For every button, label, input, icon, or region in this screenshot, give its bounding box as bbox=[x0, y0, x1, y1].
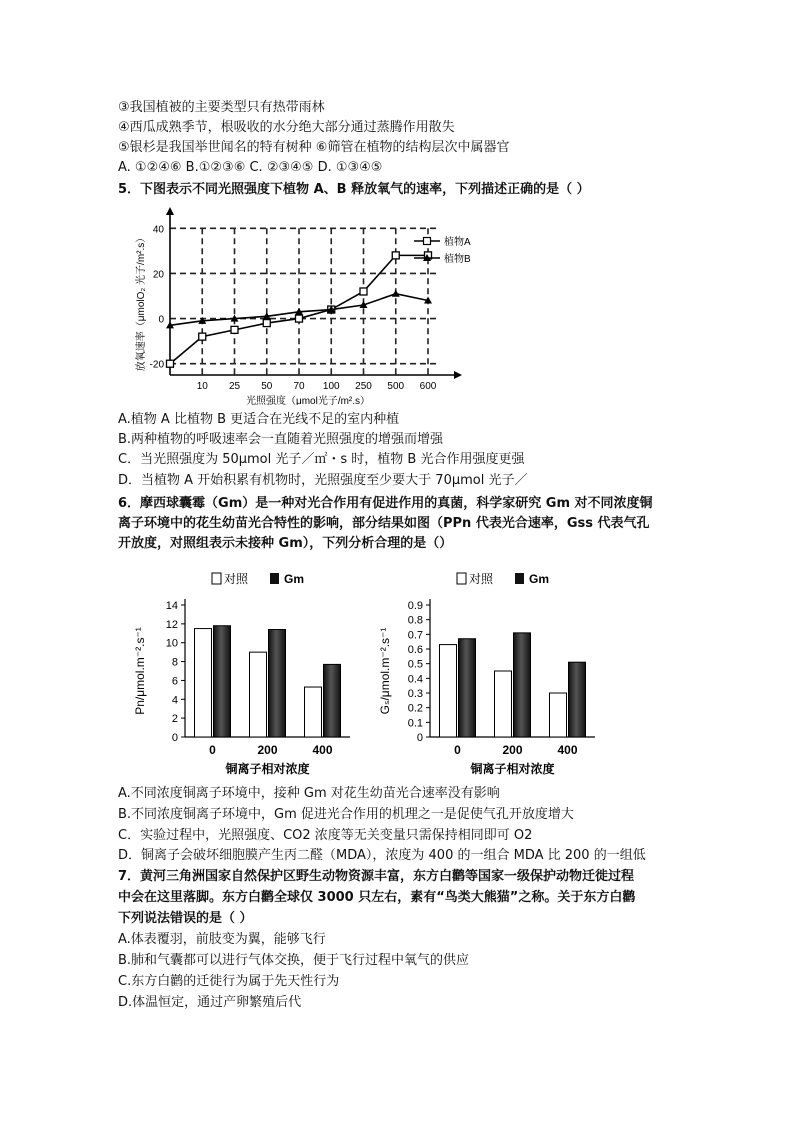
q5-option-d: D．当植物 A 开始积累有机物时，光照强度至少要大于 70μmol 光子／ bbox=[118, 473, 528, 488]
data-point-a bbox=[360, 288, 367, 295]
x-tick-label: 400 bbox=[312, 743, 333, 757]
y-axis-label: 放氧速率（μmolO₂ 光子/m².s） bbox=[136, 232, 147, 372]
bar-control bbox=[440, 645, 457, 737]
data-point-a bbox=[296, 315, 303, 322]
q7-option-b: B.肺和气囊都可以进行气体交换，便于飞行过程中氧气的供应 bbox=[118, 953, 470, 968]
legend-label: 植物B bbox=[444, 254, 471, 265]
bar-gm bbox=[214, 626, 231, 737]
q6-option-d: D．铜离子会破坏细胞膜产生丙二醛（MDA），浓度为 400 的一组合 MDA 比 200 的一组低 bbox=[118, 848, 646, 863]
x-tick-label: 70 bbox=[293, 381, 305, 392]
x-tick-label: 10 bbox=[196, 381, 208, 392]
statement-5-6: ⑤银杉是我国举世闻名的特有树种 ⑥筛管在植物的结构层次中属器官 bbox=[118, 140, 510, 155]
q7-stem-line3: 下列说法错误的是（ ） bbox=[118, 911, 253, 926]
x-tick-label: 200 bbox=[257, 743, 278, 757]
y-tick-label: 0 bbox=[171, 732, 178, 744]
bar-control bbox=[495, 671, 512, 737]
y-tick-label: 8 bbox=[171, 656, 178, 669]
oxygen-release-line-chart bbox=[118, 205, 478, 405]
statement-4: ④西瓜成熟季节，根吸收的水分绝大部分通过蒸腾作用散失 bbox=[118, 120, 455, 135]
y-tick-label: 0.5 bbox=[407, 658, 423, 671]
legend-label-control: 对照 bbox=[469, 572, 494, 586]
y-tick-label: 0.2 bbox=[407, 702, 423, 715]
x-tick-label: 0 bbox=[454, 743, 461, 757]
legend-label-gm: Gm bbox=[529, 572, 550, 586]
data-point-b bbox=[392, 290, 400, 297]
pn-bar-chart bbox=[130, 565, 360, 780]
bar-gm bbox=[459, 639, 476, 737]
q7-option-a: A.体表覆羽，前肢变为翼，能够飞行 bbox=[118, 932, 326, 947]
data-point-a bbox=[167, 360, 174, 367]
bar-gm bbox=[514, 633, 531, 737]
y-tick-label: 4 bbox=[171, 694, 178, 707]
y-tick-label: 6 bbox=[171, 675, 178, 688]
q7-option-c: C.东方白鹳的迁徙行为属于先天性行为 bbox=[118, 974, 340, 989]
legend-swatch-gm bbox=[515, 573, 524, 584]
y-tick-label: 0 bbox=[158, 314, 164, 326]
bar-control bbox=[250, 652, 267, 737]
y-tick-label: 12 bbox=[165, 618, 178, 631]
x-tick-label: 250 bbox=[355, 381, 372, 392]
q6-stem-line3: 开放度，对照组表示未接种 Gm），下列分析合理的是（） bbox=[118, 536, 453, 551]
q7-stem-line1: 7．黄河三角洲国家自然保护区野生动物资源丰富，东方白鹳等国家一级保护动物迁徙过程 bbox=[118, 869, 635, 884]
y-axis-arrow bbox=[166, 207, 174, 215]
y-tick-label: -20 bbox=[149, 359, 164, 371]
bar-gm bbox=[324, 664, 341, 737]
legend-label-control: 对照 bbox=[224, 572, 249, 586]
y-tick-label: 0.1 bbox=[407, 717, 423, 730]
y-axis-label: Pn/μmol.m⁻².s⁻¹ bbox=[133, 627, 147, 715]
y-tick-label: 0.3 bbox=[407, 688, 423, 700]
x-axis-label: 铜离子相对浓度 bbox=[470, 762, 555, 776]
x-tick-label: 0 bbox=[209, 743, 216, 757]
x-axis-arrow bbox=[454, 371, 462, 379]
q6-option-c: C．实验过程中，光照强度、CO2 浓度等无关变量只需保持相同即可 O2 bbox=[118, 828, 533, 843]
x-tick-label: 50 bbox=[261, 381, 273, 392]
y-tick-label: 2 bbox=[171, 713, 178, 726]
x-axis-label: 光照强度（μmol光子/m².s） bbox=[245, 396, 371, 405]
bar-control bbox=[305, 687, 322, 737]
y-tick-label: 40 bbox=[152, 224, 164, 236]
data-point-a bbox=[263, 320, 270, 327]
gs-bar-chart bbox=[375, 565, 615, 780]
q7-stem-line2: 中会在这里落脚。东方白鹳全球仅 3000 只左右，素有“鸟类大熊猫”之称。关于东方白鹳 bbox=[118, 890, 636, 905]
y-tick-label: 0.4 bbox=[407, 673, 423, 686]
legend-swatch-gm bbox=[270, 573, 279, 584]
legend-label-gm: Gm bbox=[284, 572, 305, 586]
q7-option-d: D.体温恒定，通过产卵繁殖后代 bbox=[118, 995, 302, 1010]
q6-option-a: A.不同浓度铜离子环境中，接种 Gm 对花生幼苗光合速率没有影响 bbox=[118, 786, 500, 801]
x-tick-label: 100 bbox=[322, 381, 340, 392]
q6-option-b: B.不同浓度铜离子环境中，Gm 促进光合作用的机理之一是促使气孔开放度增大 bbox=[118, 807, 574, 822]
x-tick-label: 600 bbox=[419, 381, 437, 392]
y-tick-label: 10 bbox=[165, 637, 178, 650]
q6-stem-line2: 离子环境中的花生幼苗光合特性的影响，部分结果如图（PPn 代表光合速率，Gss 代表气孔 bbox=[118, 516, 650, 531]
y-tick-label: 20 bbox=[152, 269, 164, 281]
legend-swatch-control bbox=[212, 573, 221, 584]
legend-marker-a bbox=[424, 238, 431, 245]
bar-gm bbox=[269, 630, 286, 737]
q4-options: A. ①②④⑥ B.①②③⑥ C. ②③④⑤ D. ①③④⑤ bbox=[118, 160, 383, 175]
q5-stem: 5．下图表示不同光照强度下植物 A、B 释放氧气的速率，下列描述正确的是（ ） bbox=[118, 182, 590, 197]
x-axis-label: 铜离子相对浓度 bbox=[225, 762, 310, 776]
legend-swatch-control bbox=[457, 573, 466, 584]
bar-control bbox=[550, 693, 567, 737]
legend-label: 植物A bbox=[444, 237, 471, 248]
bar-gm bbox=[569, 662, 586, 737]
q5-option-c: C．当光照强度为 50μmol 光子／㎡・s 时，植物 B 光合作用强度更强 bbox=[118, 452, 525, 467]
y-tick-label: 0.7 bbox=[407, 629, 423, 642]
x-tick-label: 500 bbox=[387, 381, 405, 392]
data-point-a bbox=[199, 333, 206, 340]
x-tick-label: 200 bbox=[502, 743, 523, 757]
y-tick-label: 0.6 bbox=[407, 644, 423, 656]
y-axis-label: Gₛ/μmol.m⁻².s⁻¹ bbox=[378, 627, 392, 715]
data-point-a bbox=[231, 326, 238, 333]
statement-3: ③我国植被的主要类型只有热带雨林 bbox=[118, 100, 325, 115]
y-tick-label: 0.9 bbox=[407, 600, 423, 612]
x-tick-label: 25 bbox=[228, 381, 241, 392]
y-tick-label: 14 bbox=[165, 600, 178, 612]
q6-stem-line1: 6．摩西球囊霉（Gm）是一种对光合作用有促进作用的真菌，科学家研究 Gm 对不同浓度铜 bbox=[118, 496, 653, 511]
y-tick-label: 0 bbox=[416, 732, 423, 744]
y-tick-label: 0.8 bbox=[407, 614, 423, 627]
q5-option-a: A.植物 A 比植物 B 更适合在光线不足的室内种植 bbox=[118, 412, 400, 427]
x-tick-label: 400 bbox=[557, 743, 578, 757]
data-point-a bbox=[392, 252, 399, 259]
bar-control bbox=[195, 629, 212, 737]
q5-option-b: B.两种植物的呼吸速率会一直随着光照强度的增强而增强 bbox=[118, 432, 444, 447]
